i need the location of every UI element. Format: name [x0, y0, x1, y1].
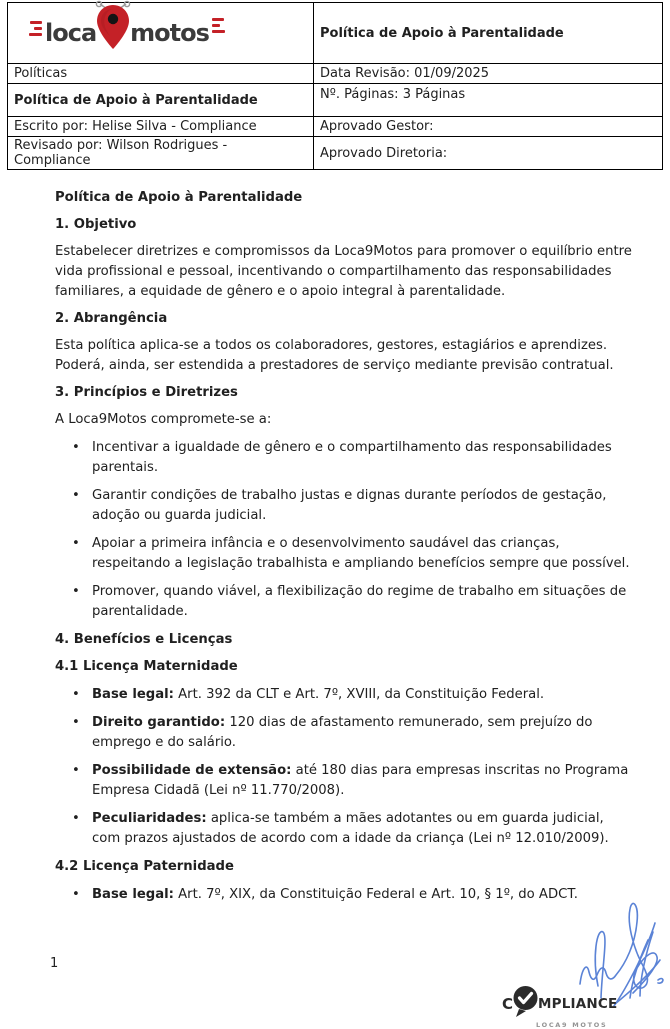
- page-count-cell: Nº. Páginas: 3 Páginas: [314, 84, 663, 117]
- reviewed-by-cell: Revisado por: Wilson Rodrigues - Compliance: [8, 137, 314, 170]
- section-heading-objetivo: 1. Objetivo: [55, 217, 137, 232]
- paragraph-objetivo: Estabelecer diretrizes e compromissos da Loca9Motos para promover o equilíbrio entre vida profissional e pessoal, incentivando o compartilhamento das responsabilidades familiares, a equidade de gênero e o apoio integral à parentalidade.: [55, 244, 632, 299]
- bullet-text: Art. 392 da CLT e Art. 7º, XVIII, da Constituição Federal.: [178, 687, 545, 702]
- document-body: [55, 188, 635, 913]
- speed-lines-right-icon: [212, 18, 225, 33]
- approved-board-cell: Aprovado Diretoria:: [314, 137, 663, 170]
- bullet-label: Base legal:: [92, 687, 174, 702]
- list-item: [55, 809, 635, 849]
- section-heading-maternidade: 4.1 Licença Maternidade: [55, 659, 238, 674]
- header-row-category: [8, 64, 663, 84]
- section-heading-paternidade: 4.2 Licença Paternidade: [55, 859, 234, 874]
- approved-manager-cell: Aprovado Gestor:: [314, 117, 663, 137]
- header-row-author: [8, 117, 663, 137]
- speed-lines-left-icon: [29, 21, 42, 36]
- map-pin-moto-icon: [93, 1, 133, 57]
- list-item: [55, 761, 635, 801]
- logo-word-left: loca: [45, 19, 97, 47]
- stamp-text: MPLIANCE: [538, 995, 618, 1012]
- list-item: [55, 713, 635, 753]
- header-row-policy-name: [8, 84, 663, 117]
- written-by-cell: Escrito por: Helise Silva - Compliance: [8, 117, 314, 137]
- list-item: • Garantir condições de trabalho justas e dignas durante períodos de gestação, adoção ou guarda judicial.: [55, 486, 635, 526]
- bullet-text: 120 dias de afastamento remunerado, sem prejuízo do emprego e do salário.: [92, 715, 593, 750]
- page-number: 1: [50, 956, 59, 971]
- compliance-stamp: [502, 985, 617, 1029]
- bullet-label: Peculiaridades:: [92, 811, 207, 826]
- logo-cell: [8, 3, 314, 64]
- paragraph-principios-intro: A Loca9Motos compromete-se a:: [55, 412, 272, 427]
- list-item: • Promover, quando viável, a flexibilização do regime de trabalho em situações de parentalidade.: [55, 582, 635, 622]
- section-heading-principios: 3. Princípios e Diretrizes: [55, 385, 238, 400]
- bullet-text: Art. 7º, XIX, da Constituição Federal e Art. 10, § 1º, do ADCT.: [178, 887, 578, 902]
- stamp-wordmark: [502, 985, 617, 1022]
- header-row-reviewer: [8, 137, 663, 170]
- list-item: • Incentivar a igualdade de gênero e o compartilhamento das responsabilidades parentais.: [55, 438, 635, 478]
- header-row-logo-title: [8, 3, 663, 64]
- list-item: [55, 885, 635, 905]
- bullet-label: Possibilidade de extensão:: [92, 763, 292, 778]
- paragraph-abrangencia: Esta política aplica-se a todos os colaboradores, gestores, estagiários e aprendizes. Poderá, ainda, ser estendida a prestadores de serviço mediante previsão contratual.: [55, 338, 614, 373]
- header-table: [7, 2, 663, 170]
- logo-word-right: motos: [130, 19, 209, 47]
- bullet-text: aplica-se também a mães adotantes ou em guarda judicial, com prazos ajustados de acordo com a idade da criança (Lei nº 12.010/2009).: [92, 811, 609, 846]
- bullet-label: Base legal:: [92, 887, 174, 902]
- category-cell: Políticas: [8, 64, 314, 84]
- policy-name-cell: Política de Apoio à Parentalidade: [8, 84, 314, 117]
- company-logo: [14, 4, 307, 62]
- section-heading-beneficios: 4. Benefícios e Licenças: [55, 632, 233, 647]
- section-heading-abrangencia: 2. Abrangência: [55, 311, 168, 326]
- revision-date-cell: Data Revisão: 01/09/2025: [314, 64, 663, 84]
- header-doc-title: Política de Apoio à Parentalidade: [314, 3, 663, 64]
- document-title: Política de Apoio à Parentalidade: [55, 190, 303, 205]
- stamp-subtext: LOCA9 MOTOS: [536, 1021, 608, 1029]
- maternidade-list: [55, 685, 635, 849]
- bullet-text: até 180 dias para empresas inscritas no Programa Empresa Cidadã (Lei nº 11.770/2008).: [92, 763, 629, 798]
- list-item: • Apoiar a primeira infância e o desenvolvimento saudável das crianças, respeitando a legislação trabalhista e ampliando benefícios sempre que possível.: [55, 534, 635, 574]
- list-item: [55, 685, 635, 705]
- stamp-letter-c: C: [502, 994, 514, 1013]
- paternidade-list: [55, 885, 635, 905]
- bullet-label: Direito garantido:: [92, 715, 226, 730]
- principios-list: [55, 438, 635, 622]
- check-bubble-icon: [512, 985, 539, 1022]
